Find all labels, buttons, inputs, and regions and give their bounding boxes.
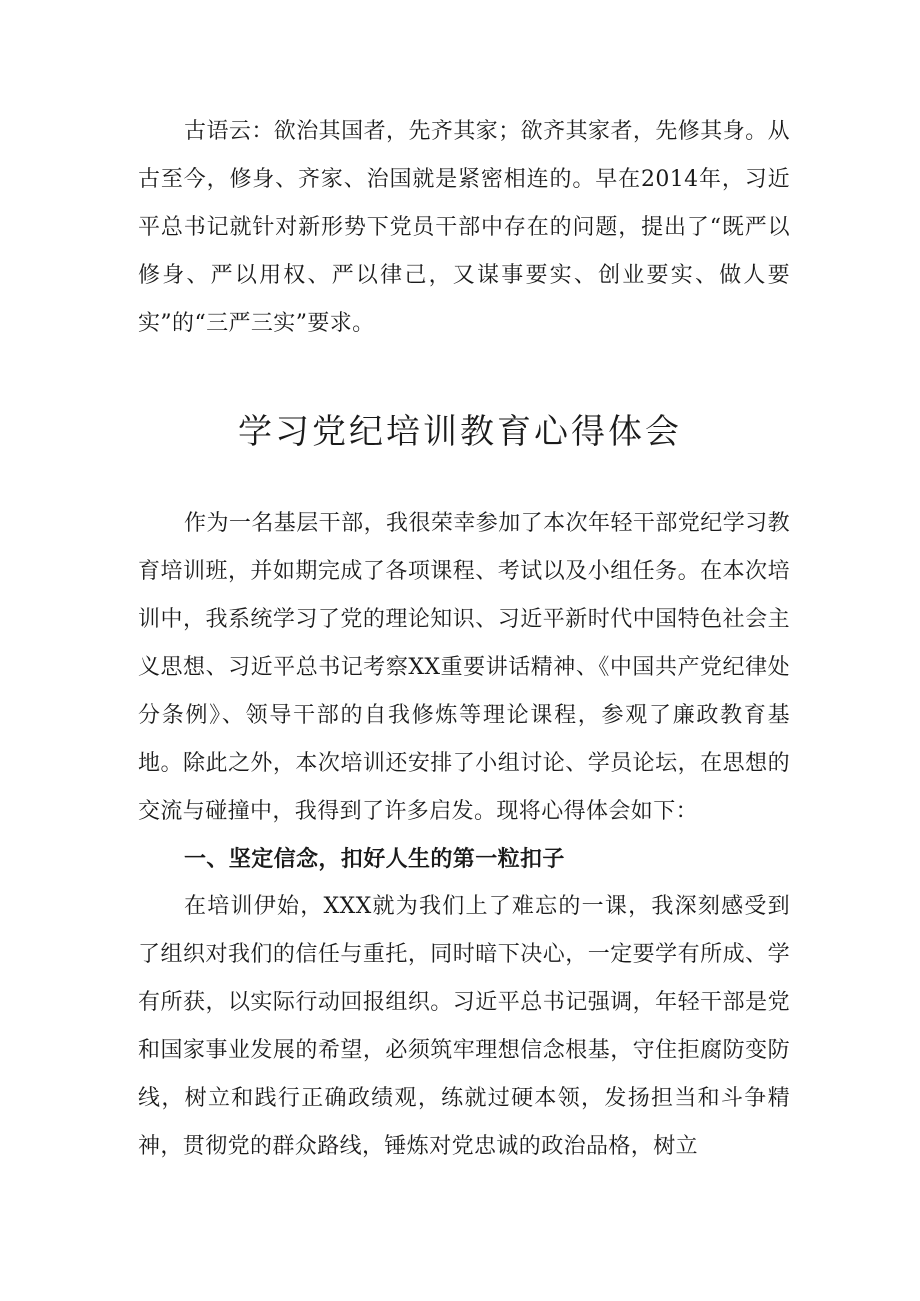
- document-title: 学习党纪培训教育心得体会: [238, 412, 682, 452]
- body-paragraph-2: 在培训伊始，XXX就为我们上了难忘的一课，我深刻感受到了组织对我们的信任与重托，同时暗下决心，一定要学有所成、学有所获，以实际行动回报组织。习近平总书记强调，年轻干部是党和国家事业发展的希望，必须筑牢理想信念根基，守住拒腐防变防线，树立和践行正确政绩观，练就过硬本领，发扬担当和斗争精神，贯彻党的群众路线，锤炼对党忠诚的政治品格，树立: [138, 894, 790, 1159]
- section-heading-1: 一、坚定信念，扣好人生的第一粒扣子: [184, 847, 565, 872]
- body-paragraph-1: 作为一名基层干部，我很荣幸参加了本次年轻干部党纪学习教育培训班，并如期完成了各项课程、考试以及小组任务。在本次培训中，我系统学习了党的理论知识、习近平新时代中国特色社会主义思想、习近平总书记考察XX重要讲话精神、《中国共产党纪律处分条例》、领导干部的自我修炼等理论课程，参观了廉政教育基地。除此之外，本次培训还安排了小组讨论、学员论坛，在思想的交流与碰撞中，我得到了许多启发。现将心得体会如下：: [138, 511, 790, 824]
- intro-paragraph: 古语云：欲治其国者，先齐其家；欲齐其家者，先修其身。从古至今，修身、齐家、治国就是紧密相连的。早在2014年，习近平总书记就针对新形势下党员干部中存在的问题，提出了“既严以修身、严以用权、严以律己，又谋事要实、创业要实、做人要实”的“三严三实”要求。: [138, 119, 790, 336]
